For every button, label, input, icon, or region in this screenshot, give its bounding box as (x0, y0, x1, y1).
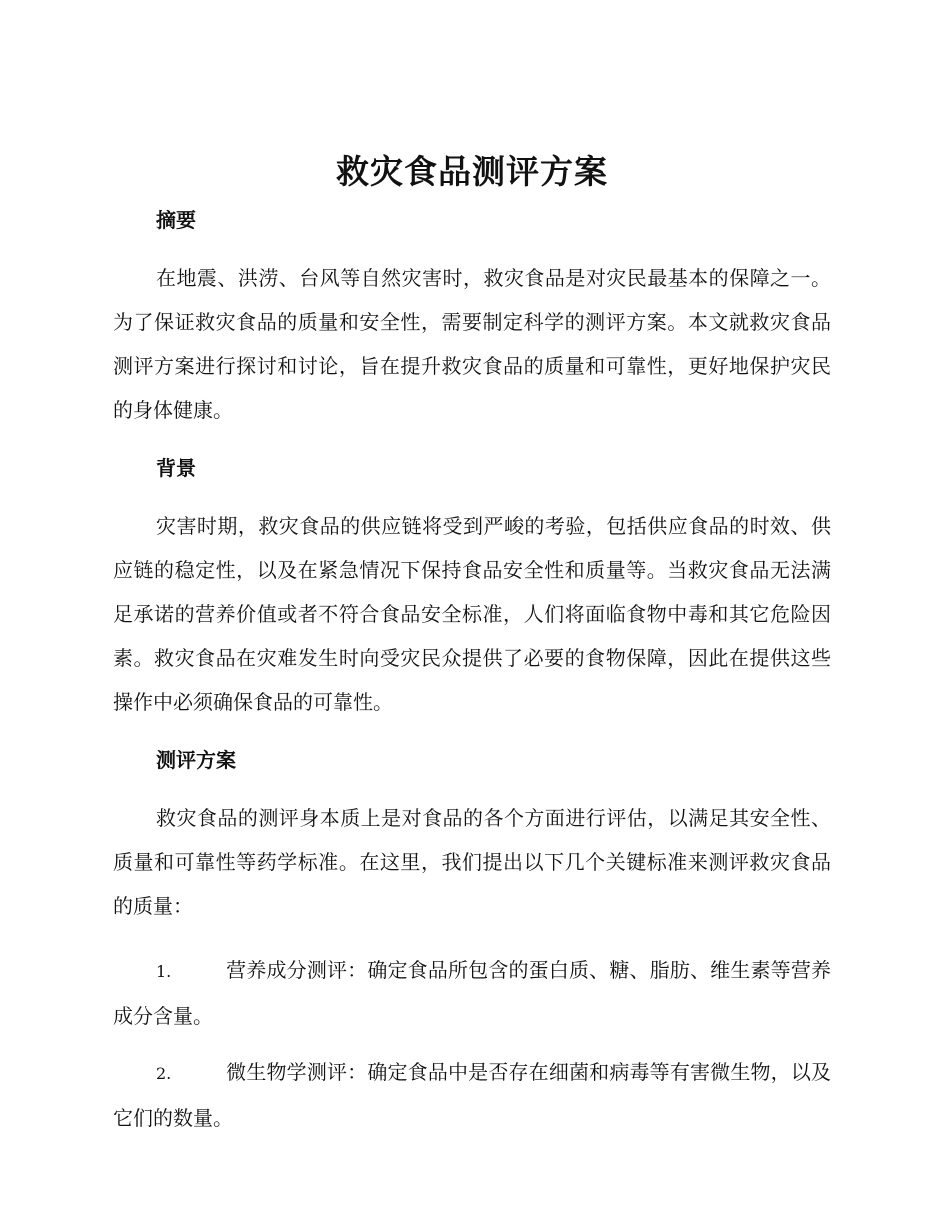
section-heading-background: 背景 (156, 456, 196, 480)
list-item-text: 微生物学测评：确定食品中是否存在细菌和病毒等有害微生物，以及它们的数量。 (113, 1060, 831, 1130)
abstract-paragraph: 在地震、洪涝、台风等自然灾害时，救灾食品是对灾民最基本的保障之一。为了保证救灾食品的质量和安全性，需要制定科学的测评方案。本文就救灾食品测评方案进行探讨和讨论，旨在提升救灾食品的质量和可靠性，更好地保护灾民的身体健康。 (113, 266, 831, 422)
evaluation-plan-paragraph: 救灾食品的测评身本质上是对食品的各个方面进行评估，以满足其安全性、质量和可靠性等药学标准。在这里，我们提出以下几个关键标准来测评救灾食品的质量： (113, 806, 831, 918)
document-title: 救灾食品测评方案 (336, 152, 608, 191)
list-item-text: 营养成分测评：确定食品所包含的蛋白质、糖、脂肪、维生素等营养成分含量。 (113, 958, 831, 1028)
list-item-number: 2. (156, 1064, 172, 1083)
list-item (113, 1050, 831, 1140)
section-heading-evaluation-plan: 测评方案 (156, 748, 236, 772)
document-page (113, 140, 831, 1152)
background-paragraph: 灾害时期，救灾食品的供应链将受到严峻的考验，包括供应食品的时效、供应链的稳定性，以及在紧急情况下保持食品安全性和质量等。当救灾食品无法满足承诺的营养价值或者不符合食品安全标准，人们将面临食物中毒和其它危险因素。救灾食品在灾难发生时向受灾民众提供了必要的食物保障，因此在提供这些操作中必须确保食品的可靠性。 (113, 514, 831, 714)
section-heading-abstract: 摘要 (156, 208, 196, 232)
list-item (113, 948, 831, 1038)
list-item-number: 1. (156, 962, 172, 981)
